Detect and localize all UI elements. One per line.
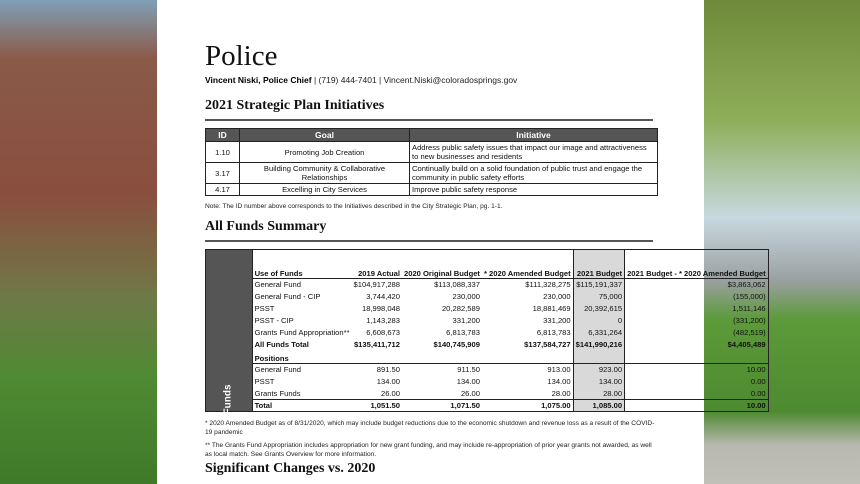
value: 10.00 [746,365,766,375]
value: $135,411,712 [353,340,400,349]
row-label: PSST [254,304,275,313]
strategic-table [205,128,658,196]
divider [205,240,653,242]
strategic-heading: 2021 Strategic Plan Initiatives [205,98,385,113]
value: 6,813,783 [446,328,480,337]
value: 230,000 [543,292,571,301]
value: (482,519) [733,328,766,337]
value: 6,331,264 [573,327,624,339]
value: 911.50 [457,365,480,375]
value: 28.00 [573,388,624,400]
header-row [206,250,769,279]
background-photo-left [0,0,157,484]
value: 134.00 [456,377,480,386]
value: 1,085.00 [573,400,624,412]
value: $111,328,275 [525,280,571,290]
value: 134.00 [547,377,571,386]
value: 18,881,469 [532,304,571,313]
value: 891.50 [376,365,400,375]
email: Vincent.Niski@coloradosprings.gov [383,75,518,85]
value: $104,917,288 [353,280,400,290]
value: $137,584,727 [524,340,571,349]
document-page [157,0,766,484]
footnote-2: ** The Grants Fund Appropriation includes appropriation for new grant funding, and may include re-appropriation of prior year grants not awarded, as well as local match. See Grants Overview for more information. [205,442,652,458]
table-row [206,376,769,388]
row-label: PSST - CIP [254,316,294,325]
divider [205,119,653,121]
value: 6,813,783 [536,328,571,337]
column-header: * 2020 Amended Budget [482,250,573,279]
header-row [206,129,658,142]
column-header: ID [206,129,240,142]
initiative-id: 1.10 [206,142,240,163]
column-header: Goal [240,129,410,142]
column-header: Use of Funds [252,250,351,279]
value: $4,405,489 [727,340,766,349]
table-row [206,364,769,376]
value: 331,200 [452,316,480,325]
value: $115,191,337 [573,279,624,291]
value: 75,000 [573,291,624,303]
row-label: Total [252,400,351,412]
value: 28.00 [551,388,571,398]
row-label: PSST [254,377,275,386]
table-row [206,184,658,196]
table-row [206,163,658,184]
value: 0.00 [750,377,766,386]
value: 1,071.50 [402,400,482,412]
table-row [206,339,769,351]
initiative-id: 4.17 [206,184,240,196]
value: 20,282,589 [441,304,480,313]
value: 923.00 [573,364,624,376]
value: 0 [573,315,624,327]
row-label: General Fund - CIP [254,292,321,301]
value: 1,075.00 [482,400,573,412]
row-label: Grants Funds [254,388,301,398]
table-row [206,315,769,327]
column-header: 2019 Actual [352,250,402,279]
value: 1,051.50 [352,400,402,412]
value: (331,200) [733,316,766,325]
value: 331,200 [543,316,571,325]
goal: Excelling in City Services [240,184,410,196]
column-header: Initiative [410,129,658,142]
positions-header [206,351,769,364]
value: 6,608,673 [366,328,400,337]
value: 10.00 [625,400,769,412]
goal: Building Community & Collaborative Relationships [240,163,410,184]
goal: Promoting Job Creation [240,142,410,163]
row-label: All Funds Total [254,340,309,349]
table-row [206,279,769,291]
side-label-text: All Funds [222,383,234,430]
value: $140,745,909 [433,340,480,349]
contact-line: Vincent Niski, Police Chief | (719) 444-7401 | Vincent.Niski@coloradosprings.gov [205,75,518,85]
side-label [206,250,253,430]
table-row [206,291,769,303]
row-label: General Fund [254,365,301,375]
strategic-note: Note: The ID number above corresponds to the Initiatives described in the City Strategic Plan, pg. 1-1. [205,203,503,210]
table-row [206,142,658,163]
value: 1,143,283 [366,316,400,325]
positions-label: Positions [252,351,351,364]
table-row [206,388,769,400]
value: 134.00 [573,376,624,388]
column-header: 2020 Original Budget [402,250,482,279]
initiative: Improve public safety response [410,184,658,196]
value: $3,863,062 [727,280,766,290]
value: 20,392,615 [573,303,624,315]
value: 26.00 [460,388,480,398]
value: 230,000 [452,292,480,301]
footnote-1: * 2020 Amended Budget as of 8/31/2020, which may include budget reductions due to the economic shutdown and revenue loss as a result of the COVID-19 pandemic [205,420,655,436]
table-row [206,303,769,315]
value: (155,000) [733,292,766,301]
value: 1,511,146 [732,304,766,313]
phone: (719) 444-7401 [318,75,377,85]
table-row [206,327,769,339]
changes-heading: Significant Changes vs. 2020 [205,461,376,476]
value: 0.00 [750,388,766,398]
page-title: Police [205,40,278,72]
value: 26.00 [380,388,400,398]
column-header: 2021 Budget - * 2020 Amended Budget [625,250,769,279]
value: $113,088,337 [434,280,480,290]
initiative: Continually build on a solid foundation of public trust and engage the community in public safety efforts [410,163,658,184]
table-row [206,400,769,412]
row-label: General Fund [254,280,301,290]
column-header: 2021 Budget [573,250,624,279]
initiative-id: 3.17 [206,163,240,184]
value: 913.00 [547,365,571,375]
funds-heading: All Funds Summary [205,219,327,234]
row-label: Grants Fund Appropriation** [254,328,350,337]
value: $141,990,216 [573,339,624,351]
value: 18,998,048 [361,304,400,313]
chief-name: Vincent Niski, Police Chief [205,75,312,85]
value: 134.00 [376,377,400,386]
initiative: Address public safety issues that impact our image and attractiveness to new businesses and residents [410,142,658,163]
value: 3,744,420 [366,292,400,301]
